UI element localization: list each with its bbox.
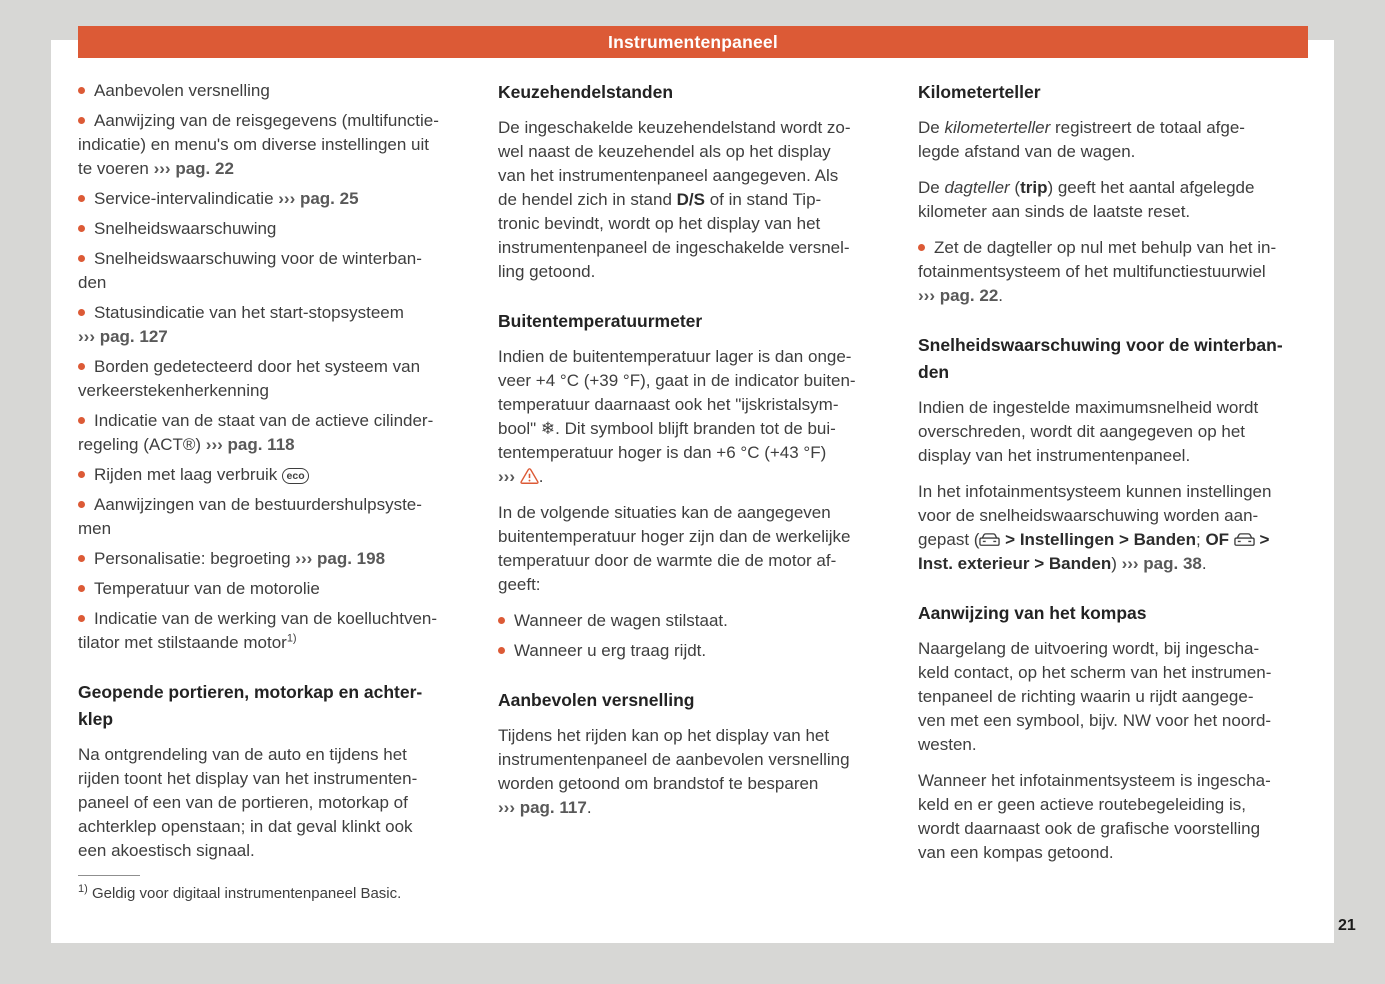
text-line [918,841,1308,865]
section-heading [918,332,1308,386]
text-run: Indicatie van de werking van de koelluchtven- [94,609,438,628]
text-run: tilator met stilstaande motor [78,633,287,652]
text-run: Indien de ingestelde maximumsnelheid wordt [918,398,1259,417]
text-line [918,200,1308,224]
text-line [78,301,468,325]
column-middle [498,79,888,904]
text-run: kilometer aan sinds de laatste reset. [918,202,1191,221]
text-run: temperatuur door de warmte die de motor af- [498,551,837,570]
bullet-icon [78,615,85,622]
text-line [78,217,468,241]
text-run: Wanneer het infotainmentsysteem is ingescha- [918,771,1271,790]
bullet-item [78,217,468,241]
paragraph [918,176,1308,224]
text-run: . Dit symbool blijft branden tot de bui- [555,419,836,438]
text-line [78,547,468,571]
text-run: wordt daarnaast ook de grafische voorstelling [918,819,1261,838]
bullet-icon [78,117,85,124]
page-reference: ››› pag. 117 [498,798,587,817]
text-run: temperatuur daarnaast ook het "ijskristalsym- [498,395,839,414]
text-run: klep [78,709,114,729]
text-line [78,463,468,487]
column-right [918,79,1308,904]
text-run: Na ontgrendeling van de auto en tijdens het [78,745,407,764]
bullet-icon [78,255,85,262]
text-line [78,271,468,295]
text-line [918,396,1308,420]
text-line [498,465,888,489]
paragraph [918,396,1308,468]
text-line [78,743,468,767]
text-run: Snelheidswaarschuwing voor de winterban- [94,249,422,268]
text-run: legde afstand van de wagen. [918,142,1136,161]
text-line [78,815,468,839]
text-run: Zet de dagteller op nul met behulp van het in- [934,238,1277,257]
bullet-item [78,547,468,571]
text-line [78,493,468,517]
text-run: keld en er geen actieve routebegeleiding is, [918,795,1246,814]
text-line [498,308,888,335]
text-run: Kilometerteller [918,82,1041,102]
paragraph [918,480,1308,576]
eco-icon: eco [282,468,309,484]
paragraph [498,116,888,284]
paragraph [498,501,888,597]
text-line [498,260,888,284]
text-line [918,661,1308,685]
text-run: verkeerstekenherkenning [78,381,269,400]
text-run: worden getoond om brandstof te besparen [498,774,819,793]
text-run: keld contact, op het scherm van het instrumen- [918,663,1272,682]
text-line [498,525,888,549]
text-run: De [918,118,945,137]
text-line [78,355,468,379]
text-run: Aanbevolen versnelling [94,81,270,100]
text-run: display van het instrumentenpaneel. [918,446,1191,465]
text-line [498,441,888,465]
bullet-item [78,79,468,103]
text-run: indicatie) en menu's om diverse instellingen uit [78,135,429,154]
text-run: Wanneer de wagen stilstaat. [514,611,728,630]
text-run: ( [1009,178,1021,197]
text-run: . [998,286,1004,305]
bullet-icon [918,244,925,251]
section-heading [918,600,1308,627]
text-run: Personalisatie: begroeting [94,549,296,568]
section-heading [498,79,888,106]
text-run: Indicatie van de staat van de actieve cilinder- [94,411,434,430]
text-run: wel naast de keuzehendel als op het display [498,142,831,161]
text-run: registreert de totaal afge- [1050,118,1245,137]
text-line [78,157,468,181]
bullet-item [498,609,888,633]
text-line [498,79,888,106]
text-line [78,767,468,791]
text-line [918,284,1308,308]
text-run: Wanneer u erg traag rijdt. [514,641,707,660]
paragraph [918,116,1308,164]
text-run: Naargelang de uitvoering wordt, bij ingescha- [918,639,1260,658]
text-run: ) [1111,554,1122,573]
text-line [918,236,1308,260]
text-run: dagteller [944,178,1010,197]
text-run: te voeren [78,159,154,178]
text-line [918,528,1308,552]
page-reference: ››› [498,467,520,486]
text-line [498,188,888,212]
bullet-icon [78,195,85,202]
text-line [918,637,1308,661]
text-run: Indien de buitentemperatuur lager is dan onge- [498,347,852,366]
warning-triangle-icon [520,467,539,486]
bullet-list [498,609,888,663]
page-reference: ››› pag. 22 [153,159,234,178]
text-run: achterklep openstaan; in dat geval klinkt ook [78,817,413,836]
bullet-icon [78,555,85,562]
paragraph [78,743,468,863]
text-run: . [586,798,592,817]
text-line [918,140,1308,164]
text-line [918,176,1308,200]
text-run: Rijden met laag verbruik [94,465,283,484]
text-line [78,379,468,403]
text-run: paneel of een van de portieren, motorkap of [78,793,408,812]
text-line [78,79,468,103]
text-run: In het infotainmentsysteem kunnen instellingen [918,482,1272,501]
text-run: . [1201,554,1207,573]
text-line [918,260,1308,284]
text-run: instrumentenpaneel de aanbevolen versnelling [498,750,850,769]
column-left [78,79,468,904]
text-run: Inst. exterieur > Banden [918,554,1112,573]
text-run: of in stand Tip- [704,190,822,209]
text-run: men [78,519,112,538]
text-run: instrumentenpaneel de ingeschakelde versnel- [498,238,850,257]
text-run: overschreden, wordt dit aangegeven op het [918,422,1246,441]
bullet-item [78,577,468,601]
car-icon [979,530,1000,549]
section-heading [918,79,1308,106]
text-line [78,607,468,631]
text-run: de hendel zich in stand [498,190,677,209]
bullet-icon [78,87,85,94]
page-reference: ››› pag. 38 [1121,554,1202,573]
text-line [498,549,888,573]
text-run: den [918,362,950,382]
text-line [918,709,1308,733]
text-run: > [1259,530,1270,549]
text-run: Aanbevolen versnelling [498,690,695,710]
text-run: In de volgende situaties kan de aangegeven [498,503,831,522]
bullet-icon [78,225,85,232]
text-line [498,687,888,714]
text-run: buitentemperatuur hoger zijn dan de werkelijke [498,527,851,546]
paragraph [498,724,888,820]
text-run: Service-intervalindicatie [94,189,279,208]
text-line [78,517,468,541]
text-line [498,164,888,188]
text-line [78,187,468,211]
bullet-item [78,301,468,349]
text-line [498,573,888,597]
text-line [78,679,468,706]
text-run: tronic bevindt, wordt op het display van het [498,214,821,233]
bullet-item [78,493,468,541]
text-run: Temperatuur van de motorolie [94,579,320,598]
text-run: Statusindicatie van het start-stopsysteem [94,303,404,322]
footnote-marker: 1) [78,883,88,895]
text-run: D/S [676,190,705,209]
text-run: veer +4 °C (+39 °F), gaat in de indicator buiten- [498,371,856,390]
text-run: Aanwijzing van het kompas [918,603,1147,623]
section-heading [78,679,468,733]
section-heading [498,687,888,714]
bullet-item [918,236,1308,308]
bullet-item [78,463,468,487]
text-run: voor de snelheidswaarschuwing worden aan- [918,506,1259,525]
text-line [498,116,888,140]
bullet-list [78,79,468,655]
bullet-item [78,187,468,211]
text-line [78,577,468,601]
paragraph [498,345,888,489]
text-run: tentemperatuur hoger is dan +6 °C (+43 °F) [498,443,827,462]
text-line [918,420,1308,444]
text-line [918,552,1308,576]
text-line [498,345,888,369]
page-reference: ››› pag. 127 [78,327,168,346]
text-line [918,793,1308,817]
text-line [78,409,468,433]
text-line [498,236,888,260]
text-line [78,839,468,863]
text-line [918,733,1308,757]
text-run: Aanwijzingen van de bestuurdershulpsyste- [94,495,422,514]
bullet-item [78,607,468,655]
bullet-icon [78,417,85,424]
text-line [498,724,888,748]
text-line [498,140,888,164]
text-run: westen. [918,735,977,754]
text-run: De [918,178,945,197]
text-run: Snelheidswaarschuwing [94,219,277,238]
text-line [498,212,888,236]
text-run: geeft: [498,575,541,594]
text-line [918,480,1308,504]
text-run: > Instellingen > Banden [1005,530,1196,549]
text-line [78,109,468,133]
text-line [918,444,1308,468]
text-line [498,369,888,393]
text-line [498,796,888,820]
section-heading [498,308,888,335]
text-line [78,884,468,904]
text-run: gepast ( [918,530,980,549]
car-icon [1234,530,1255,549]
text-line [498,772,888,796]
page-title: Instrumentenpaneel [608,31,778,52]
text-line [918,769,1308,793]
text-run: van het instrumentenpaneel aangegeven. Als [498,166,839,185]
text-run: een akoestisch signaal. [78,841,255,860]
bullet-item [78,109,468,181]
bullet-icon [78,585,85,592]
text-line [498,393,888,417]
text-line [918,79,1308,106]
text-line [78,631,468,655]
text-run: . [538,467,544,486]
text-line [918,332,1308,359]
text-line [78,133,468,157]
text-line [918,359,1308,386]
text-run: Borden gedetecteerd door het systeem van [94,357,421,376]
text-line [498,501,888,525]
text-line [918,817,1308,841]
text-line [78,706,468,733]
text-line [918,116,1308,140]
footnote-marker: 1) [286,632,297,645]
text-run: OF [1205,530,1230,549]
bullet-icon [498,617,505,624]
bullet-icon [78,501,85,508]
text-run: rijden toont het display van het instrumenten- [78,769,418,788]
bullet-icon [78,309,85,316]
text-run: ) geeft het aantal afgelegde [1047,178,1255,197]
bullet-item [78,409,468,457]
paragraph [918,769,1308,865]
text-line [78,247,468,271]
text-line [78,791,468,815]
text-run: tenpaneel de richting waarin u rijdt aangege- [918,687,1254,706]
text-run: kilometerteller [944,118,1051,137]
bullet-item [498,639,888,663]
page-reference: ››› pag. 118 [205,435,295,454]
text-run: fotainmentsysteem of het multifunctiestuurwiel [918,262,1266,281]
text-run: ling getoond. [498,262,596,281]
text-line [918,504,1308,528]
bullet-item [78,355,468,403]
text-run: Geopende portieren, motorkap en achter- [78,682,423,702]
text-line [78,325,468,349]
content-columns [78,79,1308,904]
text-line [918,600,1308,627]
text-run: den [78,273,107,292]
bullet-item [78,247,468,295]
bullet-list [918,236,1308,308]
text-line [498,609,888,633]
page-reference: ››› pag. 25 [278,189,359,208]
page-number: 21 [1338,917,1356,934]
text-run: De ingeschakelde keuzehendelstand wordt zo- [498,118,851,137]
text-line [498,417,888,441]
text-run: Aanwijzing van de reisgegevens (multifunctie- [94,111,439,130]
text-line [918,685,1308,709]
text-run: Snelheidswaarschuwing voor de winterban- [918,335,1283,355]
text-run: van een kompas getoond. [918,843,1114,862]
footnote [78,884,468,904]
text-run: trip [1020,178,1048,197]
page-reference: ››› pag. 198 [295,549,386,568]
text-run: bool" [498,419,541,438]
text-run: regeling (ACT®) [78,435,206,454]
text-line [498,748,888,772]
paragraph [918,637,1308,757]
text-run: Buitentemperatuurmeter [498,311,703,331]
snowflake-icon: ❄ [540,419,556,439]
text-run: Tijdens het rijden kan op het display van het [498,726,830,745]
text-run: Geldig voor digitaal instrumentenpaneel Basic. [87,885,402,902]
bullet-icon [78,363,85,370]
text-run: ; [1196,530,1206,549]
text-line [498,639,888,663]
page-header-bar [78,26,1308,58]
text-line [78,433,468,457]
bullet-icon [498,647,505,654]
bullet-icon [78,471,85,478]
footnote-divider [78,875,140,876]
page-reference: ››› pag. 22 [918,286,999,305]
text-run: ven met een symbool, bijv. NW voor het noord- [918,711,1272,730]
text-run: Keuzehendelstanden [498,82,674,102]
